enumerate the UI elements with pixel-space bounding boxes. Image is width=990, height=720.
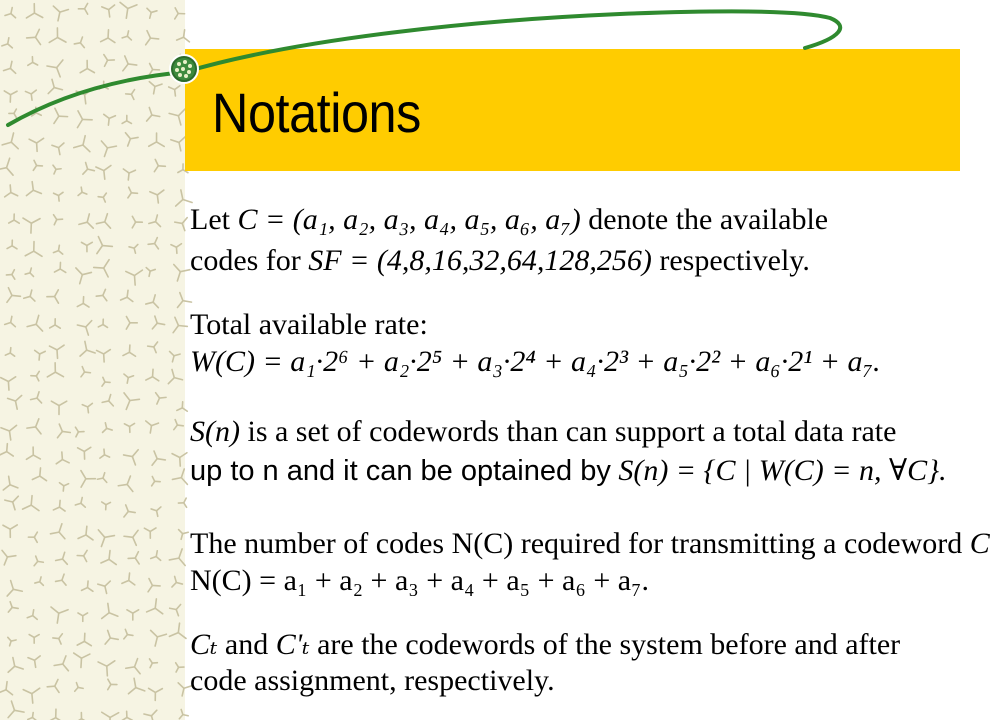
n-c-formula: N(C) = a₁ + a₂ + a₃ + a₄ + a₅ + a₆ + a₇. — [190, 564, 650, 597]
pattern-glyph — [1, 425, 17, 440]
line-5-suffix: is a set of codewords than can support a total data rate — [247, 415, 897, 448]
pattern-glyph — [152, 476, 161, 485]
pattern-glyph — [0, 682, 13, 695]
pattern-glyph — [78, 613, 88, 621]
pattern-glyph — [29, 635, 39, 644]
pattern-glyph — [82, 403, 92, 412]
pattern-glyph — [8, 701, 24, 717]
pattern-glyph — [51, 401, 66, 414]
pattern-glyph — [23, 496, 39, 511]
pattern-glyph — [2, 550, 16, 565]
pattern-glyph — [97, 473, 106, 483]
pattern-glyph — [24, 290, 35, 301]
pattern-glyph — [132, 216, 142, 228]
text-line-9 — [190, 627, 900, 663]
pattern-glyph — [169, 549, 185, 566]
codes-set-formula: C = (a₁, a₂, a₃, a₄, a₅, a₆, a₇) — [237, 203, 581, 236]
pattern-glyph — [7, 581, 22, 597]
pattern-glyph — [128, 678, 144, 693]
pattern-glyph — [47, 290, 59, 303]
text-line-3 — [190, 307, 428, 343]
pattern-glyph — [48, 709, 63, 720]
pattern-glyph — [7, 288, 21, 303]
pattern-glyph — [148, 579, 160, 592]
pattern-glyph — [149, 688, 163, 700]
pattern-glyph — [124, 450, 139, 465]
pattern-glyph — [177, 402, 187, 411]
text-line-8 — [190, 563, 649, 599]
pattern-glyph — [28, 656, 40, 667]
pattern-glyph — [170, 351, 180, 361]
pattern-glyph — [170, 604, 181, 615]
pattern-glyph — [76, 268, 92, 284]
c-t-symbol: Cₜ — [190, 628, 218, 661]
pattern-glyph — [56, 452, 69, 464]
pattern-glyph — [102, 502, 111, 510]
text-line-2 — [190, 243, 810, 279]
pattern-glyph — [156, 393, 166, 404]
pattern-glyph — [102, 395, 113, 406]
pattern-glyph — [173, 317, 187, 332]
pattern-glyph — [49, 345, 64, 358]
pattern-glyph — [78, 447, 91, 459]
c-symbol: C — [969, 527, 990, 560]
pattern-glyph — [103, 423, 113, 433]
pattern-glyph — [174, 420, 183, 430]
pattern-glyph — [8, 657, 23, 672]
pattern-glyph — [98, 661, 115, 676]
pattern-glyph — [54, 656, 68, 671]
pattern-glyph — [77, 297, 89, 307]
line-2-suffix: respectively. — [659, 244, 810, 277]
pattern-glyph — [124, 530, 138, 545]
pattern-glyph — [128, 552, 139, 564]
pattern-glyph — [5, 316, 16, 326]
pattern-glyph — [124, 505, 135, 517]
pattern-glyph — [149, 215, 161, 227]
pattern-glyph — [1, 377, 16, 390]
pattern-glyph — [56, 552, 68, 564]
pattern-glyph — [5, 348, 14, 357]
pattern-glyph — [179, 710, 188, 719]
pattern-glyph — [28, 532, 37, 542]
pattern-glyph — [148, 238, 158, 249]
total-rate-label: Total available rate: — [190, 308, 428, 341]
pattern-glyph — [144, 710, 157, 720]
pattern-glyph — [28, 713, 37, 720]
pattern-glyph — [122, 573, 135, 585]
line-7-prefix: The number of codes — [190, 527, 445, 560]
pattern-glyph — [98, 530, 114, 547]
pattern-glyph — [171, 244, 182, 254]
pattern-glyph — [94, 260, 109, 277]
s-n-symbol: S(n) — [190, 415, 240, 448]
text-line-4 — [190, 344, 880, 380]
pattern-glyph — [81, 242, 92, 251]
pattern-glyph — [81, 471, 96, 488]
pattern-glyph — [102, 712, 119, 720]
pattern-glyph — [81, 367, 90, 377]
pattern-glyph — [176, 663, 184, 672]
pattern-glyph — [102, 377, 110, 386]
line-1-prefix: Let — [190, 203, 230, 236]
pattern-glyph — [169, 623, 186, 638]
pattern-glyph — [168, 369, 182, 383]
pattern-glyph — [147, 599, 163, 614]
pattern-glyph — [8, 602, 18, 612]
pattern-glyph — [129, 244, 138, 253]
pattern-glyph — [151, 507, 161, 516]
pattern-glyph — [8, 395, 22, 409]
n-c-symbol: N(C) — [451, 527, 514, 560]
text-line-6 — [190, 453, 947, 489]
pattern-glyph — [3, 476, 18, 490]
pattern-glyph — [80, 341, 95, 356]
pattern-glyph — [53, 245, 62, 254]
pattern-glyph — [172, 576, 182, 587]
pattern-glyph — [98, 319, 107, 327]
pattern-glyph — [177, 293, 191, 308]
pattern-glyph — [57, 424, 70, 438]
pattern-glyph — [146, 268, 155, 277]
pattern-glyph — [124, 393, 139, 410]
text-line-10 — [190, 663, 555, 699]
pattern-glyph — [47, 363, 63, 377]
pattern-glyph — [25, 268, 33, 276]
pattern-glyph — [54, 215, 63, 225]
pattern-glyph — [100, 449, 110, 458]
pattern-glyph — [7, 240, 17, 249]
pattern-glyph — [50, 319, 61, 328]
bullet-ball-icon — [170, 55, 198, 83]
pattern-glyph — [102, 603, 118, 618]
pattern-glyph — [126, 270, 143, 285]
pattern-glyph — [78, 526, 93, 540]
pattern-glyph — [146, 421, 159, 433]
pattern-glyph — [74, 653, 90, 667]
pattern-glyph — [75, 497, 85, 507]
line-6-prefix: up to n and it can be optained by — [190, 455, 611, 487]
pattern-glyph — [27, 610, 37, 620]
pattern-glyph — [146, 369, 159, 381]
total-rate-formula: W(C) = a₁·2⁶ + a₂·2⁵ + a₃·2⁴ + a₄·2³ + a₅·2² + a₆·2¹ + a₇. — [190, 345, 881, 378]
pattern-glyph — [124, 423, 134, 432]
line-2-prefix: codes for — [190, 244, 301, 277]
pattern-glyph — [127, 610, 139, 620]
pattern-glyph — [23, 688, 39, 703]
pattern-glyph — [152, 451, 165, 465]
pattern-glyph — [172, 453, 187, 466]
pattern-glyph — [148, 342, 158, 353]
pattern-glyph — [172, 469, 187, 484]
code-assignment-text: code assignment, respectively. — [190, 664, 555, 697]
pattern-glyph — [97, 237, 112, 254]
pattern-glyph — [149, 659, 157, 668]
pattern-glyph — [152, 316, 164, 329]
pattern-glyph — [75, 427, 84, 437]
line-9-and: and — [224, 628, 269, 661]
pattern-glyph — [151, 551, 161, 561]
pattern-glyph — [47, 679, 59, 692]
pattern-glyph — [27, 419, 41, 434]
pattern-glyph — [26, 447, 40, 459]
pattern-glyph — [124, 374, 134, 383]
pattern-glyph — [51, 607, 68, 623]
pattern-glyph — [144, 528, 156, 538]
line-9-suffix: are the codewords of the system before and after — [317, 628, 901, 661]
pattern-glyph — [0, 444, 13, 456]
pattern-glyph — [31, 371, 39, 380]
pattern-glyph — [96, 289, 107, 300]
pattern-glyph — [118, 476, 133, 491]
pattern-glyph — [77, 321, 91, 336]
pattern-glyph — [79, 214, 93, 228]
pattern-glyph — [178, 498, 186, 507]
pattern-glyph — [126, 659, 140, 674]
swoosh-line — [8, 11, 840, 125]
swoosh-decoration — [0, 0, 960, 200]
pattern-glyph — [31, 392, 42, 403]
pattern-glyph — [56, 574, 67, 585]
pattern-glyph — [77, 550, 87, 561]
s-n-definition-formula: S(n) = {C | W(C) = n, ∀C}. — [618, 454, 947, 487]
sf-formula: SF = (4,8,16,32,64,128,256) — [308, 244, 652, 277]
pattern-glyph — [53, 634, 62, 644]
pattern-glyph — [97, 350, 111, 362]
pattern-glyph — [108, 679, 117, 689]
pattern-glyph — [32, 468, 46, 481]
pattern-glyph — [54, 262, 65, 272]
text-line-5 — [190, 414, 896, 450]
pattern-glyph — [121, 290, 133, 301]
pattern-glyph — [50, 524, 64, 539]
pattern-glyph — [175, 218, 187, 231]
pattern-glyph — [25, 242, 42, 257]
pattern-glyph — [75, 683, 83, 692]
pattern-glyph — [76, 712, 87, 720]
pattern-glyph — [34, 556, 43, 566]
pattern-glyph — [3, 525, 17, 537]
pattern-glyph — [9, 214, 19, 223]
pattern-glyph — [6, 270, 14, 279]
pattern-glyph — [179, 530, 189, 540]
pattern-glyph — [82, 581, 93, 591]
pattern-glyph — [77, 633, 91, 645]
pattern-glyph — [146, 295, 159, 308]
pattern-glyph — [124, 629, 133, 639]
c-prime-t-symbol: C'ₜ — [275, 628, 310, 661]
pattern-glyph — [23, 218, 40, 233]
page-title: Notations — [212, 81, 421, 144]
pattern-glyph — [174, 264, 190, 281]
pattern-glyph — [122, 711, 133, 720]
text-line-1 — [190, 202, 828, 238]
pattern-glyph — [8, 637, 16, 646]
pattern-glyph — [59, 483, 68, 491]
text-line-7 — [190, 526, 990, 562]
pattern-glyph — [151, 630, 167, 646]
pattern-glyph — [101, 551, 116, 565]
line-1-suffix: denote the available — [588, 203, 829, 236]
pattern-glyph — [105, 630, 118, 644]
pattern-glyph — [123, 345, 136, 356]
pattern-glyph — [98, 581, 111, 593]
pattern-glyph — [96, 214, 110, 228]
pattern-glyph — [27, 315, 42, 331]
pattern-glyph — [126, 317, 137, 330]
pattern-glyph — [35, 577, 44, 585]
line-7-suffix: required for transmitting a codeword — [520, 527, 963, 560]
pattern-glyph — [35, 350, 46, 360]
pattern-glyph — [5, 496, 18, 510]
pattern-glyph — [53, 500, 65, 511]
